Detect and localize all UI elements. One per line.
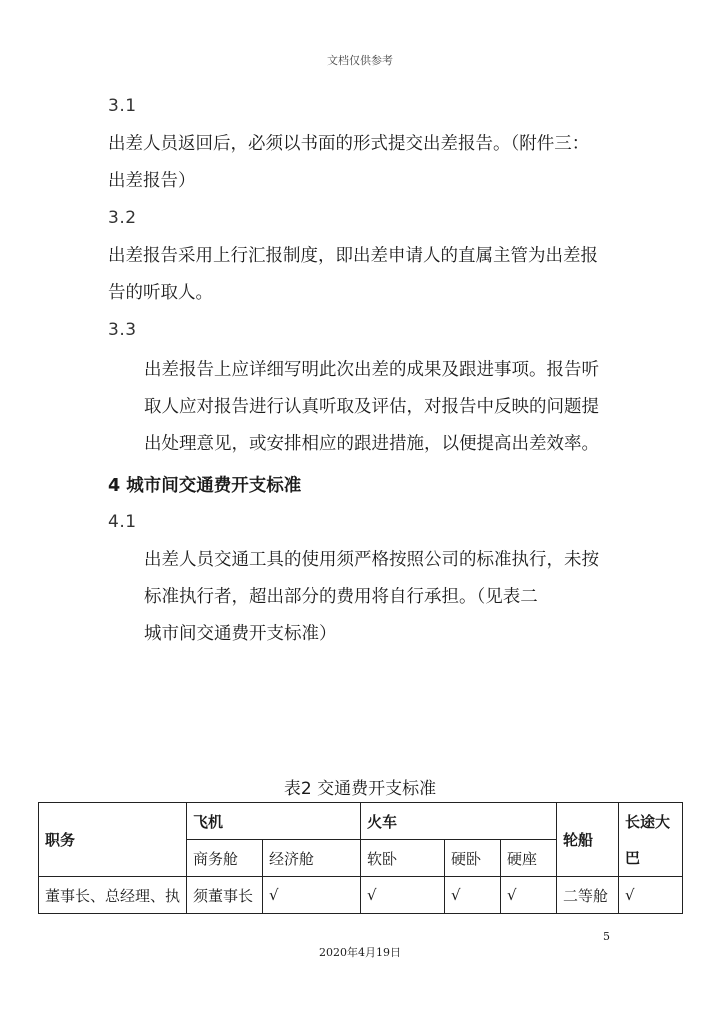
cell-bus: √ [619,877,683,914]
section-number-3-3: 3.3 [108,320,137,340]
cell-soft-sleeper: √ [361,877,445,914]
page-header: 文档仅供参考 [327,54,393,67]
cell-hard-seat: √ [501,877,557,914]
section-3-3-line-3: 出处理意见，或安排相应的跟进措施，以便提高出差效率。 [144,434,599,454]
cell-business: 须董事长 [187,877,263,914]
header-bus-line-1: 长途大 [625,812,671,831]
page-number: 5 [603,930,610,943]
section-3-3-line-1: 出差报告上应详细写明此次出差的成果及跟进事项。报告听 [144,360,599,380]
header-ship: 轮船 [557,803,619,877]
section-4-1-line-1: 出差人员交通工具的使用须严格按照公司的标准执行，未按 [144,550,599,570]
subheader-business-class: 商务舱 [187,840,263,877]
section-number-4-1: 4.1 [108,512,137,532]
table-header-row [39,803,683,840]
section-4-1-line-3: 城市间交通费开支标准） [144,624,337,644]
table-caption: 表2 交通费开支标准 [283,779,437,799]
section-number-3-1: 3.1 [108,96,137,116]
section-3-3-line-2: 取人应对报告进行认真听取及评估，对报告中反映的问题提 [144,397,599,417]
section-3-1-line-1: 出差人员返回后，必须以书面的形式提交出差报告。（附件三： [108,134,590,154]
section-3-2-line-2: 告的听取人。 [108,283,213,303]
header-plane: 飞机 [187,803,361,840]
table-row [39,877,683,914]
section-3-2-line-1: 出差报告采用上行汇报制度，即出差申请人的直属主管为出差报 [108,246,598,266]
section-4-1-line-2: 标准执行者，超出部分的费用将自行承担。（见表二 [144,587,538,607]
cell-hard-sleeper: √ [445,877,501,914]
header-long-distance-bus [619,803,683,877]
section-heading-4: 4 城市间交通费开支标准 [108,476,302,496]
transport-fee-table [38,802,683,914]
header-bus-line-2: 巴 [625,848,641,867]
cell-economy: √ [263,877,361,914]
cell-ship: 二等舱 [557,877,619,914]
header-train: 火车 [361,803,557,840]
subheader-soft-sleeper: 软卧 [361,840,445,877]
footer-date: 2020年4月19日 [319,946,401,959]
header-position: 职务 [39,803,187,877]
section-number-3-2: 3.2 [108,208,137,228]
cell-position: 董事长、总经理、执 [39,877,187,914]
section-3-1-line-2: 出差报告） [108,171,196,191]
subheader-economy-class: 经济舱 [263,840,361,877]
subheader-hard-seat: 硬座 [501,840,557,877]
subheader-hard-sleeper: 硬卧 [445,840,501,877]
